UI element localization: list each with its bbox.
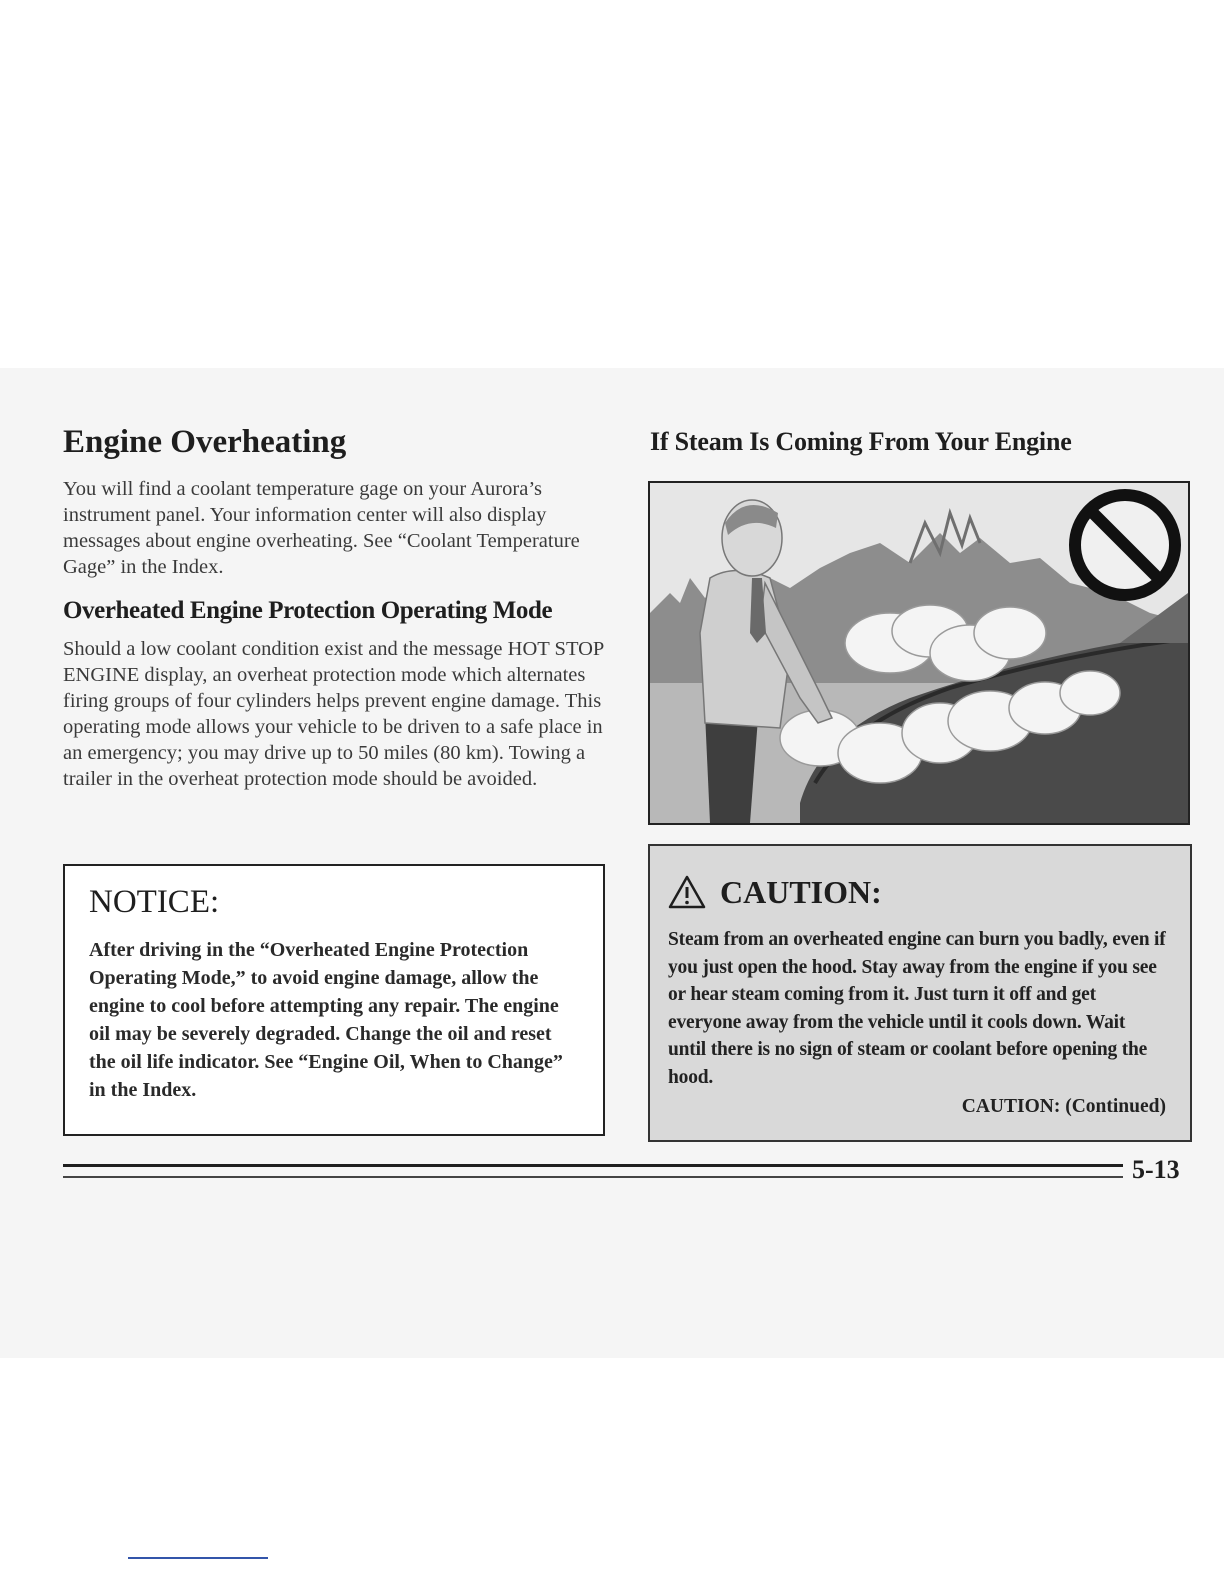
notice-title: NOTICE: (89, 884, 220, 920)
warning-triangle-icon (668, 875, 706, 909)
protection-mode-paragraph: Should a low coolant condition exist and the message HOT STOP ENGINE display, an overheat protection mode which alternates firing groups of four cylinders helps prevent engine damage. This operating mode allows your vehicle to be driven to a safe place in an emergency; you may drive up to 50 miles (80 km). Towing a trailer in the overheat protection mode should be avoided. (63, 638, 604, 790)
caution-text: Steam from an overheated engine can burn you badly, even if you just open the hood. Stay away from the engine if you see or hear steam coming from it. Just turn it off and get everyone away from the vehicle until it cools down. Wait until there is no sign of steam or coolant before opening the hood. (668, 929, 1166, 1088)
prohibited-icon (1075, 495, 1175, 595)
bottom-link-underline (128, 1557, 268, 1559)
footer-rule-thin (63, 1176, 1123, 1178)
notice-text: After driving in the “Overheated Engine Protection Operating Mode,” to avoid engine damage, allow the engine to cool before attempting any repair. The engine oil may be severely degraded. Change the oil and reset the oil life indicator. See “Engine Oil, When to Change” in the Index. (89, 939, 563, 1101)
steam-heading: If Steam Is Coming From Your Engine (650, 427, 1072, 456)
footer-rule (63, 1164, 1123, 1167)
notice-box (63, 864, 605, 1136)
section-heading: Engine Overheating (63, 424, 347, 460)
intro-paragraph: You will find a coolant temperature gage on your Aurora’s instrument panel. Your information center will also display messages about engine overheating. See “Coolant Temperature Gage” in the Index. (63, 478, 580, 578)
steam-illustration (648, 481, 1190, 825)
caution-header (668, 872, 1166, 912)
caution-box (648, 844, 1192, 1142)
steam-illustration-drawing (650, 483, 1188, 823)
subsection-heading: Overheated Engine Protection Operating Mode (63, 597, 553, 624)
caution-title: CAUTION: (720, 874, 882, 910)
caution-continued: CAUTION: (Continued) (961, 1096, 1166, 1117)
left-column (63, 420, 611, 792)
page-number: 5-13 (1132, 1155, 1180, 1184)
